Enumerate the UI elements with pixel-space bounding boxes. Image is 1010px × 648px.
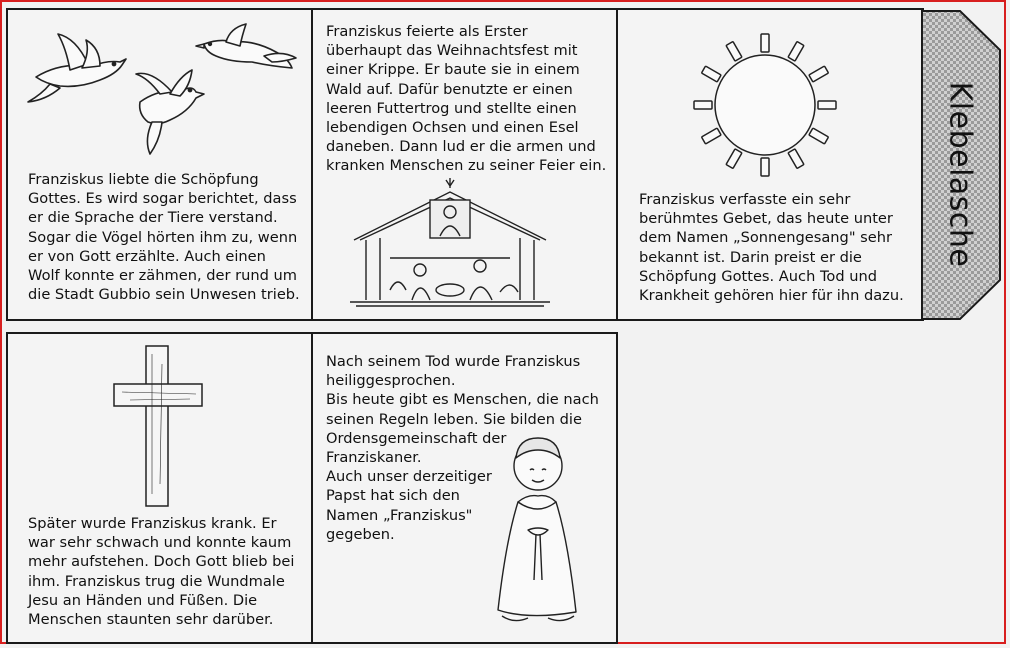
franciscan-monk-illustration (488, 430, 588, 635)
panel-monk-text: Nach seinem Tod wurde Franziskus heiliggesprochen. Bis heute gibt es Menschen, die nach seinen Regeln leben. Sie bilden die Ordensgemeinschaft der Franziskaner. Auch unser derzeitiger Papst hat sich den Namen „Franziskus" gegeben. (326, 353, 599, 543)
glue-tab-label: Klebelasche (942, 81, 978, 267)
doves-illustration (20, 22, 300, 162)
nativity-scene-illustration (350, 178, 550, 308)
panel-cross-text: Später wurde Franziskus krank. Er war sehr schwach und konnte kaum mehr aufstehen. Doch Gott blieb bei ihm. Franziskus trug die Wundmale Jesu an Händen und Füßen. Die Menschen staunten sehr darüber. (28, 515, 295, 629)
wooden-cross-illustration (110, 344, 210, 509)
sun-illustration (690, 30, 840, 180)
panel-birds-text: Franziskus liebte die Schöpfung Gottes. Es wird sogar berichtet, dass er die Sprache der Tiere verstand. Sogar die Vögel hörten ihm zu, wenn er von Gott erzählte. Auch einen Wolf konnte er zähmen, der rund um die Stadt Gubbio sein Unwesen trieb. (28, 171, 300, 304)
panel-sun-text: Franziskus verfasste ein sehr berühmtes Gebet, das heute unter dem Namen „Sonnengesang" sehr bekannt ist. Darin preist er die Schöpfung Gottes. Auch Tod und Krankheit gehören hier für ihn dazu. (639, 191, 904, 305)
panel-nativity-text: Franziskus feierte als Erster überhaupt das Weihnachtsfest mit einer Krippe. Er baute sie in einem Wald auf. Dafür benutzte er einen leeren Futtertrog und stellte einen lebendigen Ochsen und einen Esel daneben. Dann lud er die armen und kranken Menschen zu seiner Feier ein. (326, 23, 607, 175)
